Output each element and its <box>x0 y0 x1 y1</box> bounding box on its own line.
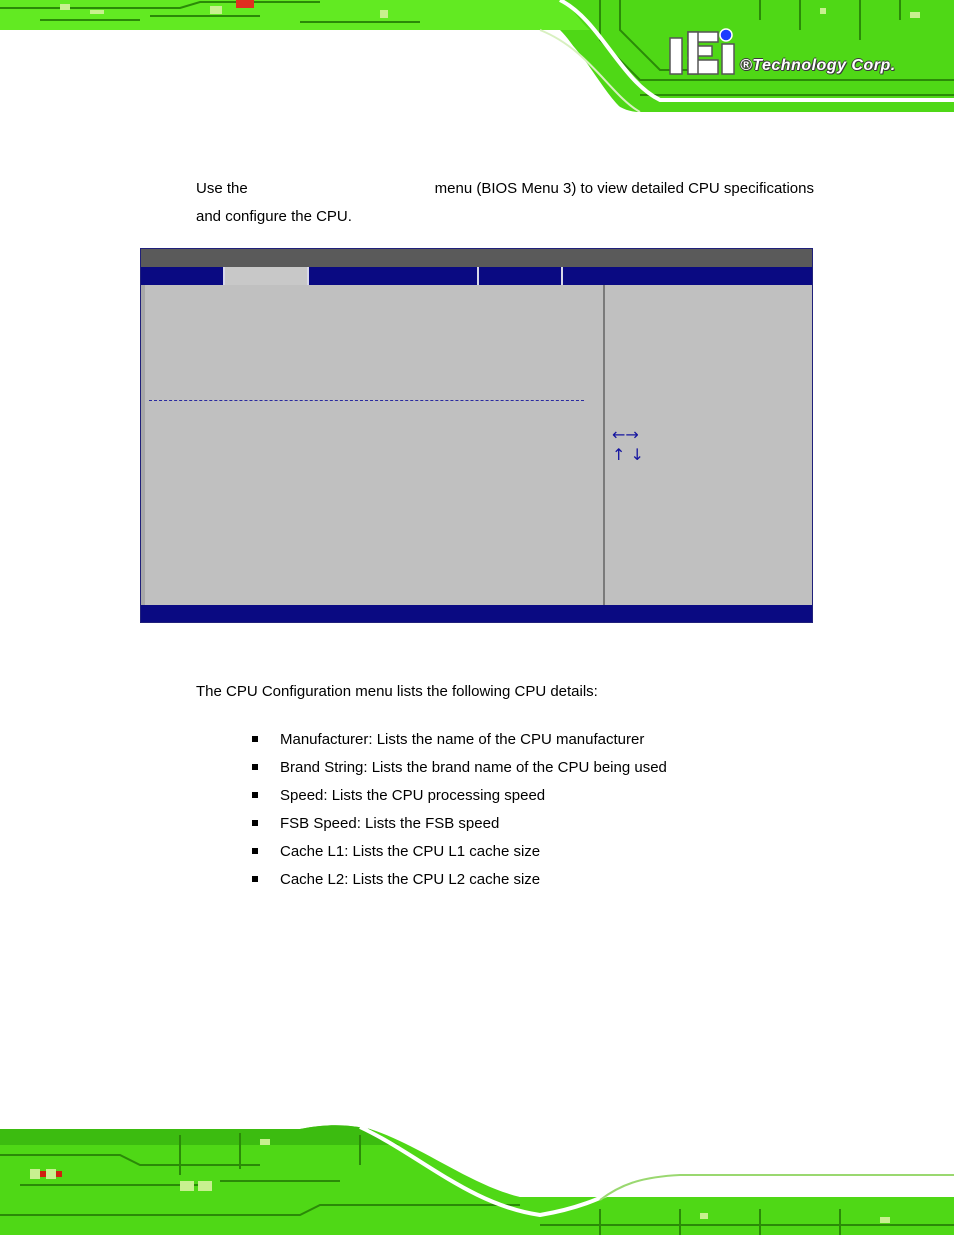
tab-separator <box>561 267 563 285</box>
list-item: Brand String: Lists the brand name of the CPU being used <box>252 754 667 782</box>
list-item: FSB Speed: Lists the FSB speed <box>252 810 667 838</box>
footer-banner <box>0 1125 954 1235</box>
tab-separator <box>307 267 309 285</box>
cpu-details-list <box>252 726 667 894</box>
list-item: Cache L1: Lists the CPU L1 cache size <box>252 838 667 866</box>
header-banner <box>0 0 954 112</box>
bios-status-bar <box>141 605 812 622</box>
list-item: Speed: Lists the CPU processing speed <box>252 782 667 810</box>
list-item: Cache L2: Lists the CPU L2 cache size <box>252 866 667 894</box>
list-item: Manufacturer: Lists the name of the CPU manufacturer <box>252 726 667 754</box>
bullet-icon <box>252 792 258 798</box>
footer-circuit-art <box>0 1125 954 1235</box>
brand-tagline: ®Technology Corp. <box>740 57 896 74</box>
bullet-icon <box>252 736 258 742</box>
bullet-icon <box>252 820 258 826</box>
bullet-icon <box>252 876 258 882</box>
bios-menu-tabs <box>141 267 812 285</box>
up-down-arrows-icon: ↑ ↓ <box>612 445 644 464</box>
bios-nav-keys <box>612 425 644 465</box>
intro-text-1: Use the <box>196 180 248 197</box>
bullet-icon <box>252 764 258 770</box>
bullet-icon <box>252 848 258 854</box>
bios-settings-panel <box>145 285 603 605</box>
intro-text-2: menu (BIOS Menu 3) to view detailed CPU specifications <box>434 180 814 197</box>
tab-separator <box>223 267 225 285</box>
intro-text-3: and configure the CPU. <box>196 208 352 225</box>
bios-tab-active <box>225 267 307 285</box>
tab-separator <box>477 267 479 285</box>
intro-paragraph <box>196 175 814 231</box>
bios-screenshot <box>140 248 813 623</box>
section-intro: The CPU Configuration menu lists the following CPU details: <box>196 683 598 700</box>
header-circuit-art <box>0 0 954 112</box>
bios-separator-line <box>149 400 584 401</box>
bios-title-bar <box>141 249 812 267</box>
iei-logo-icon <box>668 26 740 76</box>
left-right-arrows-icon: ←→ <box>612 425 639 444</box>
